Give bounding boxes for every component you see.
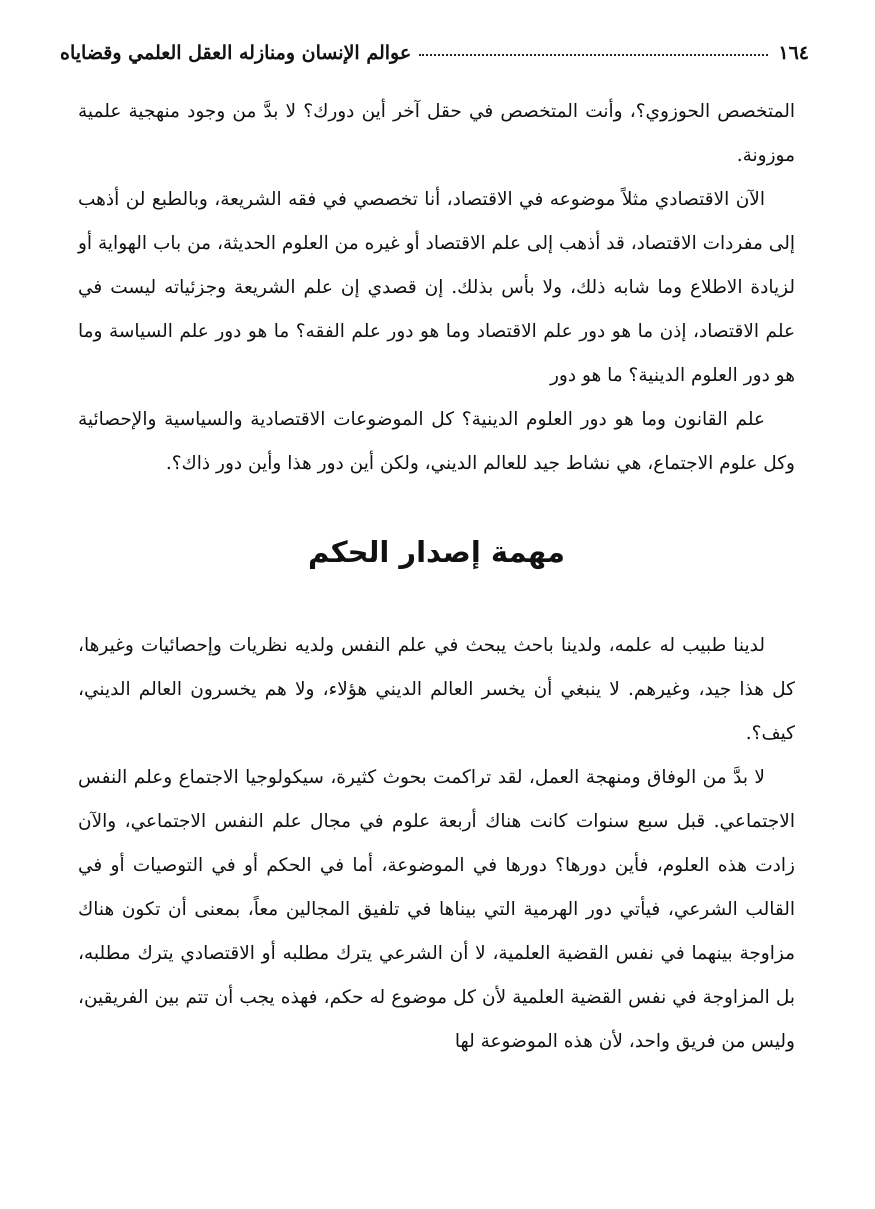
page-number: ١٦٤: [778, 42, 809, 64]
paragraph-5: لا بدَّ من الوفاق ومنهجة العمل، لقد تراكمت بحوث كثيرة، سيكولوجيا الاجتماع وعلم النفس الاجتماعي. قبل سبع سنوات كانت هناك أربعة علوم في مجال علم النفس الاجتماعي، والآن زادت هذه العلوم، فأين دورها؟ دورها في الموضوعة، أما في الحكم أو في التوصيات أو في القالب الشرعي، فيأتي دور الهرمية التي بيناها في تلفيق المجالين معاً، بمعنى أن تكون هناك مزاوجة بينهما في نفس القضية العلمية، لا أن الشرعي يترك مطلبه أو الاقتصادي يترك مطلبه، بل المزاوجة في نفس القضية العلمية لأن كل موضوع له حكم، فهذه يجب أن تتم بين الفريقين، وليس من فريق واحد، لأن هذه الموضوعة لها: [78, 767, 795, 1052]
running-title: عوالم الإنسان ومنازله العقل العلمي وقضاياه: [60, 42, 412, 64]
paragraph-2: الآن الاقتصادي مثلاً موضوعه في الاقتصاد، أنا تخصصي في فقه الشريعة، وبالطبع لن أذهب إلى مفردات الاقتصاد، قد أذهب إلى علم الاقتصاد أو غيره من العلوم الحديثة، من باب الهواية أو لزيادة الاطلاع وما شابه ذلك، ولا بأس بذلك. إن قصدي إن علم الشريعة وجزئياته ليست في علم الاقتصاد، إذن ما هو دور علم الاقتصاد وما هو دور علم الفقه؟ ما هو دور علم السياسة وما هو دور العلوم الدينية؟ ما هو دور: [78, 189, 795, 386]
page-header: [60, 30, 809, 64]
paragraph-3: علم القانون وما هو دور العلوم الدينية؟ كل الموضوعات الاقتصادية والسياسية والإحصائية وكل علوم الاجتماع، هي نشاط جيد للعالم الديني، ولكن أين دور هذا وأين دور ذاك؟.: [78, 409, 795, 474]
header-dot-leader: [419, 54, 768, 56]
paragraph-4: لدينا طبيب له علمه، ولدينا باحث يبحث في علم النفس ولديه نظريات وإحصائيات وغيرها، كل هذا جيد، وغيرهم. لا ينبغي أن يخسر العالم الديني هؤلاء، ولا هم يخسرون العالم الديني، كيف؟.: [78, 635, 795, 744]
section-heading: مهمة إصدار الحكم: [307, 535, 565, 569]
paragraph-1: المتخصص الحوزوي؟، وأنت المتخصص في حقل آخر أين دورك؟ لا بدَّ من وجود منهجية علمية موزونة.: [78, 101, 795, 166]
page-body: [78, 90, 795, 1064]
